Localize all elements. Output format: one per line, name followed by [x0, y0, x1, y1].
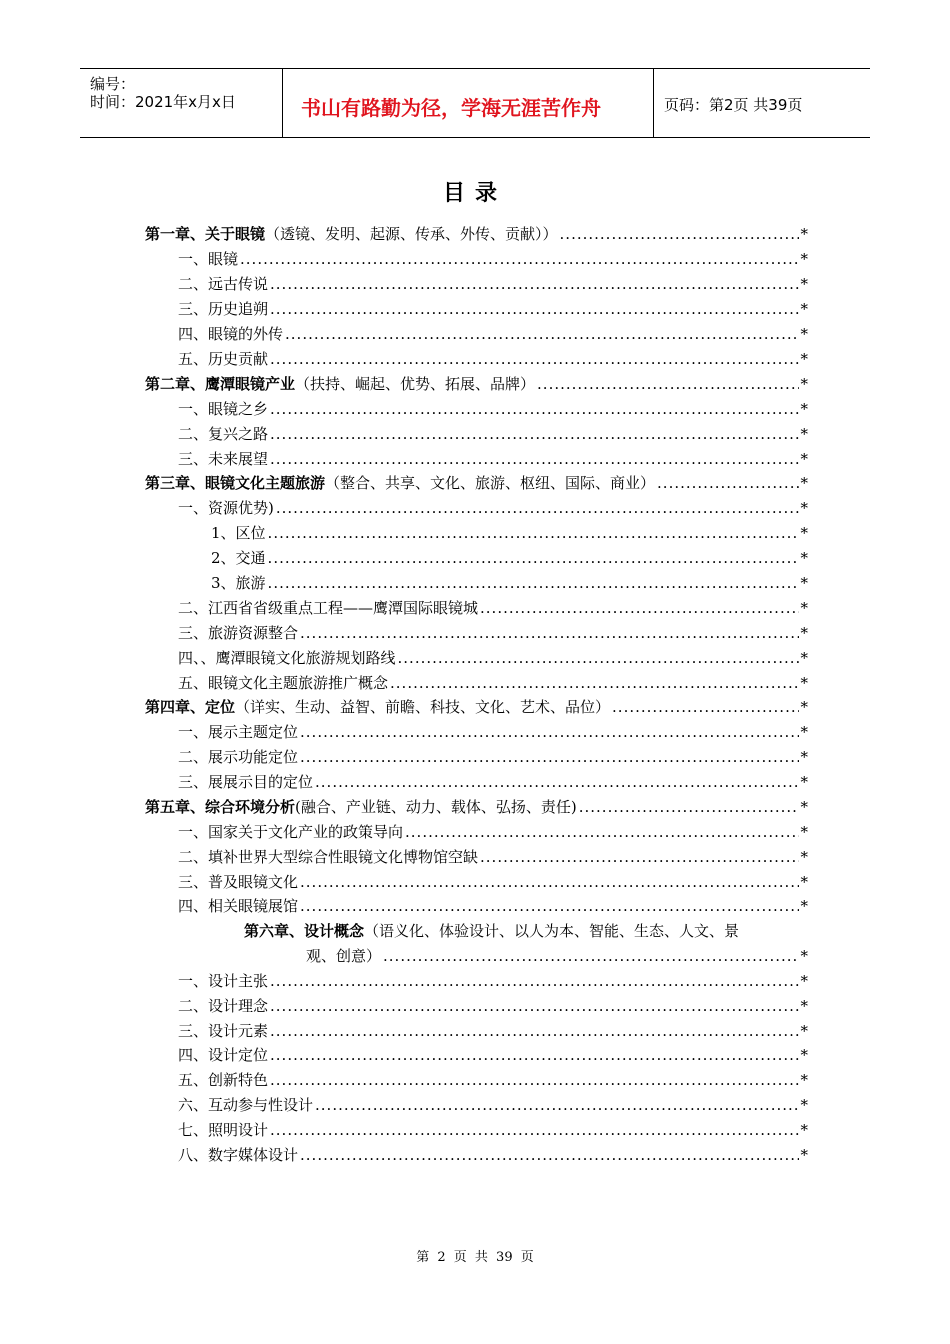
toc-entry-chapter-2[interactable]: 第二章、鹰潭眼镜产业（扶持、崛起、优势、拓展、品牌） ..... * — [145, 372, 808, 396]
toc-entry[interactable]: 五、眼镜文化主题旅游推广概念 ..... * — [178, 671, 808, 695]
toc-entry[interactable]: 1、区位 ..... * — [211, 521, 808, 545]
toc-entry[interactable]: 二、填补世界大型综合性眼镜文化博物馆空缺 ..... * — [178, 845, 808, 869]
toc-entry[interactable]: 四、、鹰潭眼镜文化旅游规划路线 ..... * — [178, 646, 808, 670]
toc-entry[interactable]: 一、国家关于文化产业的政策导向 ..... * — [178, 820, 808, 844]
toc-entry[interactable]: 三、设计元素 ..... * — [178, 1019, 808, 1043]
toc-entry-chapter-3[interactable]: 第三章、眼镜文化主题旅游（整合、共享、文化、旅游、枢纽、国际、商业） ..... * — [145, 471, 808, 495]
toc-entry[interactable]: 一、设计主张 ..... * — [178, 969, 808, 993]
header-motto-cell — [283, 69, 654, 137]
toc-entry[interactable]: 3、旅游 ..... * — [211, 571, 808, 595]
toc-entry-chapter-4[interactable]: 第四章、定位（详实、生动、益智、前瞻、科技、文化、艺术、品位） ..... * — [145, 695, 808, 719]
toc-entry[interactable]: 三、未来展望 ..... * — [178, 447, 808, 471]
number-label: 编号： — [90, 75, 136, 93]
page-footer: 第 2 页 共 39 页 — [416, 1250, 534, 1265]
motto-text: 书山有路勤为径，学海无涯苦作舟 — [301, 96, 601, 120]
toc-entry-chapter-6-cont[interactable]: 观、创意） ..... * — [306, 944, 808, 968]
toc-entry[interactable]: 2、交通 ..... * — [211, 546, 808, 570]
toc-title: 目录 — [442, 181, 507, 206]
header-meta-cell — [80, 69, 283, 137]
toc-entry[interactable]: 三、普及眼镜文化 ..... * — [178, 870, 808, 894]
toc-entry[interactable]: 三、展展示目的定位 ..... * — [178, 770, 808, 794]
toc-entry[interactable]: 二、设计理念 ..... * — [178, 994, 808, 1018]
toc-entry[interactable]: 一、眼镜之乡 ..... * — [178, 397, 808, 421]
toc-entry[interactable]: 一、眼镜 ..... * — [178, 247, 808, 271]
toc-entry-chapter-5[interactable]: 第五章、综合环境分析(融合、产业链、动力、载体、弘扬、责任) ..... * — [145, 795, 808, 819]
toc-entry[interactable]: 五、历史贡献 ..... * — [178, 347, 808, 371]
toc-entry[interactable]: 三、旅游资源整合 ..... * — [178, 621, 808, 645]
header-page-cell — [654, 69, 870, 137]
toc-entry[interactable]: 一、资源优势) ..... * — [178, 496, 808, 520]
page-info: 页码：第2页 共39页 — [664, 96, 803, 114]
document-header — [80, 68, 870, 138]
toc-entry[interactable]: 二、复兴之路 ..... * — [178, 422, 808, 446]
toc-entry[interactable]: 四、眼镜的外传 ..... * — [178, 322, 808, 346]
toc-entry[interactable]: 四、相关眼镜展馆 ..... * — [178, 894, 808, 918]
toc-entry-chapter-6[interactable]: 第六章、设计概念（语义化、体验设计、以人为本、智能、生态、人文、景 — [244, 922, 740, 940]
toc-entry[interactable]: 二、展示功能定位 ..... * — [178, 745, 808, 769]
toc-entry[interactable]: 一、展示主题定位 ..... * — [178, 720, 808, 744]
toc-entry-chapter-1[interactable]: 第一章、关于眼镜（透镜、发明、起源、传承、外传、贡献）） ..... * — [145, 222, 808, 246]
toc-entry[interactable]: 二、江西省省级重点工程——鹰潭国际眼镜城 ..... * — [178, 596, 808, 620]
toc-entry[interactable]: 三、历史追朔 ..... * — [178, 297, 808, 321]
toc-entry[interactable]: 八、数字媒体设计 ..... * — [178, 1143, 808, 1167]
toc-entry[interactable]: 七、照明设计 ..... * — [178, 1118, 808, 1142]
time-label: 时间：2021年x月x日 — [90, 93, 236, 111]
toc-entry[interactable]: 二、远古传说 ..... * — [178, 272, 808, 296]
toc-entry[interactable]: 六、互动参与性设计 ..... * — [178, 1093, 808, 1117]
toc-entry[interactable]: 四、设计定位 ..... * — [178, 1043, 808, 1067]
toc-entry[interactable]: 五、创新特色 ..... * — [178, 1068, 808, 1092]
